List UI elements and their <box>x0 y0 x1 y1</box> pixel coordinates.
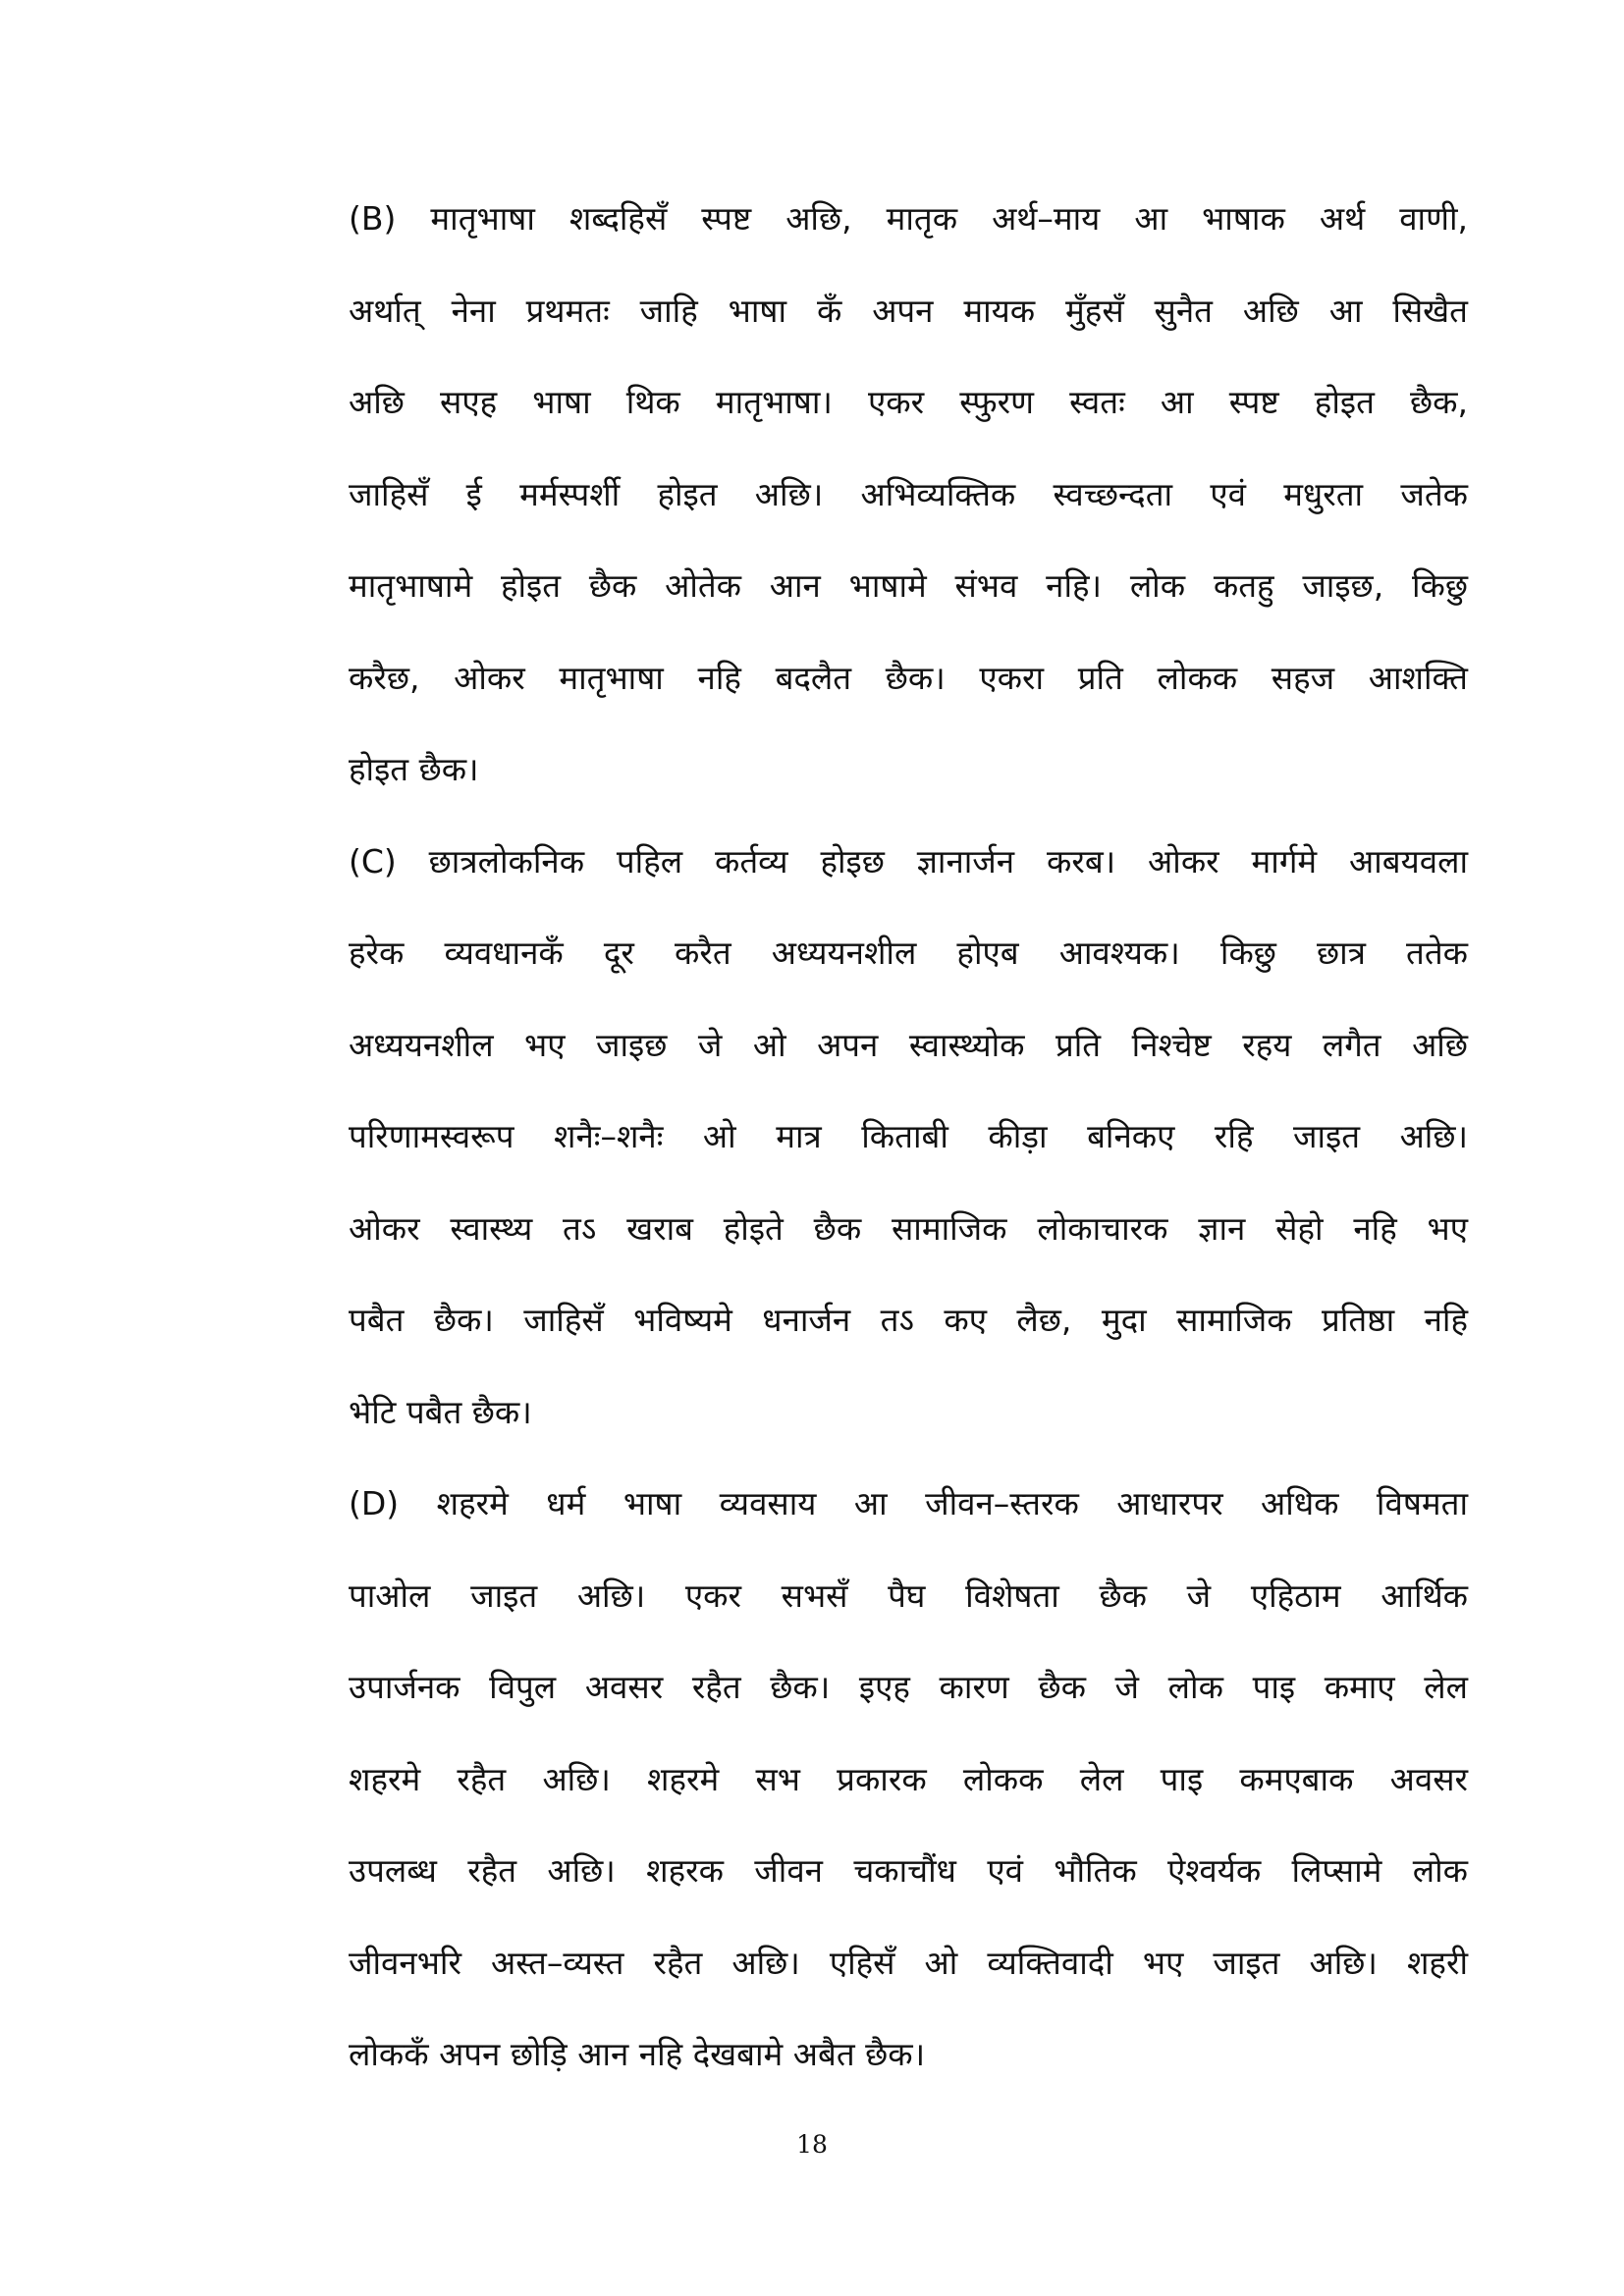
text-line: हरेक व्यवधानकँ दूर करैत अध्ययनशील होएब आवश्यक। किछु छात्र ततेक <box>349 934 1468 972</box>
text-line: शहरमे रहैत अछि। शहरमे सभ प्रकारक लोकक लेल पाइ कमएबाक अवसर <box>349 1759 1468 1798</box>
text-line: जीवनभरि अस्त–व्यस्त रहैत अछि। एहिसँ ओ व्यक्तिवादी भए जाइत अछि। शहरी <box>349 1943 1468 1982</box>
text-line: उपार्जनक विपुल अवसर रहैत छैक। इएह कारण छैक जे लोक पाइ कमाए लेल <box>349 1668 1468 1706</box>
text-line: पबैत छैक। जाहिसँ भविष्यमे धनार्जन तऽ कए लैछ, मुदा सामाजिक प्रतिष्ठा नहि <box>349 1301 1468 1339</box>
text-line: भेटि पबैत छैक। <box>349 1392 532 1431</box>
text-line: करैछ, ओकर मातृभाषा नहि बदलैत छैक। एकरा प्रति लोकक सहज आशक्ति <box>349 658 1468 697</box>
text-line: पाओल जाइत अछि। एकर सभसँ पैघ विशेषता छैक जे एहिठाम आर्थिक <box>349 1575 1468 1615</box>
text-line: मातृभाषामे होइत छैक ओतेक आन भाषामे संभव नहि। लोक कतहु जाइछ, किछु <box>349 566 1468 605</box>
text-line: जाहिसँ ई मर्मस्पर्शी होइत अछि। अभिव्यक्तिक स्वच्छन्दता एवं मधुरता जतेक <box>349 474 1468 513</box>
text-line: उपलब्ध रहैत अछि। शहरक जीवन चकाचौंध एवं भौतिक ऐश्वर्यक लिप्सामे लोक <box>349 1851 1468 1890</box>
text-line: (C) छात्रलोकनिक पहिल कर्तव्य होइछ ज्ञानार्जन करब। ओकर मार्गमे आबयवला <box>349 841 1468 881</box>
text-line: (D) शहरमे धर्म भाषा व्यवसाय आ जीवन–स्तरक आधारपर अधिक विषमता <box>349 1484 1468 1522</box>
text-line: अध्ययनशील भए जाइछ जे ओ अपन स्वास्थ्योक प्रति निश्चेष्ट रहय लगैत अछि <box>349 1025 1468 1064</box>
body-text <box>349 191 1468 2119</box>
text-line: होइत छैक। <box>349 750 479 788</box>
page-number: 18 <box>796 2130 828 2159</box>
text-line: अछि सएह भाषा थिक मातृभाषा। एकर स्फुरण स्वतः आ स्पष्ट होइत छैक, <box>349 383 1468 421</box>
text-line: अर्थात् नेना प्रथमतः जाहि भाषा कँ अपन मायक मुँहसँ सुनैत अछि आ सिखैत <box>349 291 1468 330</box>
text-line: ओकर स्वास्थ्य तऽ खराब होइते छैक सामाजिक लोकाचारक ज्ञान सेहो नहि भए <box>349 1208 1468 1248</box>
text-line: लोककँ अपन छोड़ि आन नहि देखबामे अबैत छैक। <box>349 2035 926 2073</box>
text-line: (B) मातृभाषा शब्दहिसँ स्पष्ट अछि, मातृक अर्थ–माय आ भाषाक अर्थ वाणी, <box>349 199 1468 238</box>
text-line: परिणामस्वरूप शनैः–शनैः ओ मात्र किताबी कीड़ा बनिकए रहि जाइत अछि। <box>349 1117 1468 1155</box>
